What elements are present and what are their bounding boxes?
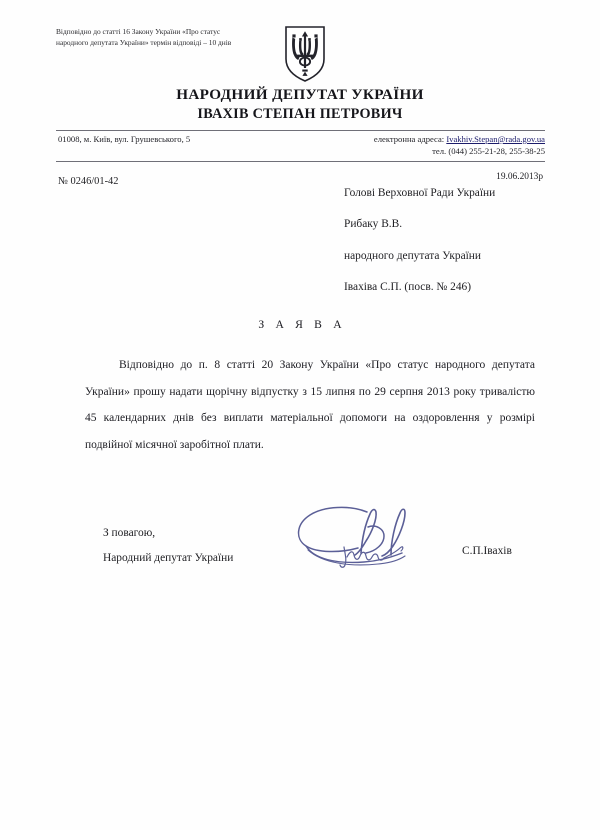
closing-salutation: З повагою, xyxy=(103,527,156,539)
letterhead-rule-bottom xyxy=(56,161,545,162)
body-paragraph: Відповідно до п. 8 статті 20 Закону України «Про статус народного депутата України» прошу надати щорічну відпустку з 15 липня по 29 серпня 2013 року тривалістю 45 календарних днів без виплати матеріальної допомоги на оздоровлення у розмірі подвійної місячної заробітної плати. xyxy=(85,359,535,451)
contact-row xyxy=(58,133,545,160)
signer-position: Народний депутат України xyxy=(103,552,234,564)
email-label: електронна адреса: xyxy=(373,134,445,144)
reference-number: № 0246/01-42 xyxy=(58,176,119,187)
addressee-block xyxy=(344,188,559,294)
deputy-full-name: ІВАХІВ СТЕПАН ПЕТРОВИЧ xyxy=(197,106,403,122)
letterhead-rule-top xyxy=(56,130,545,131)
contact-details xyxy=(374,133,545,158)
organization-title: НАРОДНИЙ ДЕПУТАТ УКРАЇНИ xyxy=(176,86,424,103)
handwritten-signature-icon xyxy=(292,503,462,575)
addressee-line: народного депутата України xyxy=(344,249,481,262)
document-date: 19.06.2013р xyxy=(496,172,543,182)
signature-left-block xyxy=(103,521,233,571)
email-link[interactable]: Ivakhiv.Stepan@rada.gov.ua xyxy=(446,134,545,144)
postal-address: 01008, м. Київ, вул. Грушевського, 5 xyxy=(58,134,191,144)
phone-line: тел. (044) 255-21-28, 255-38-25 xyxy=(432,146,545,157)
document-title: З А Я В А xyxy=(258,318,346,331)
addressee-line: Голові Верховної Ради України xyxy=(344,187,496,199)
ukraine-trident-emblem-icon xyxy=(283,25,327,83)
legal-response-note: Відповідно до статті 16 Закону України «Про статус народного депутата України» термін відповіді – 10 днів xyxy=(56,27,232,47)
signer-name: С.П.Івахів xyxy=(462,545,512,557)
addressee-line: Івахіва С.П. (посв. № 246) xyxy=(344,281,472,294)
addressee-line: Рибаку В.В. xyxy=(344,218,403,231)
email-line xyxy=(374,133,545,145)
